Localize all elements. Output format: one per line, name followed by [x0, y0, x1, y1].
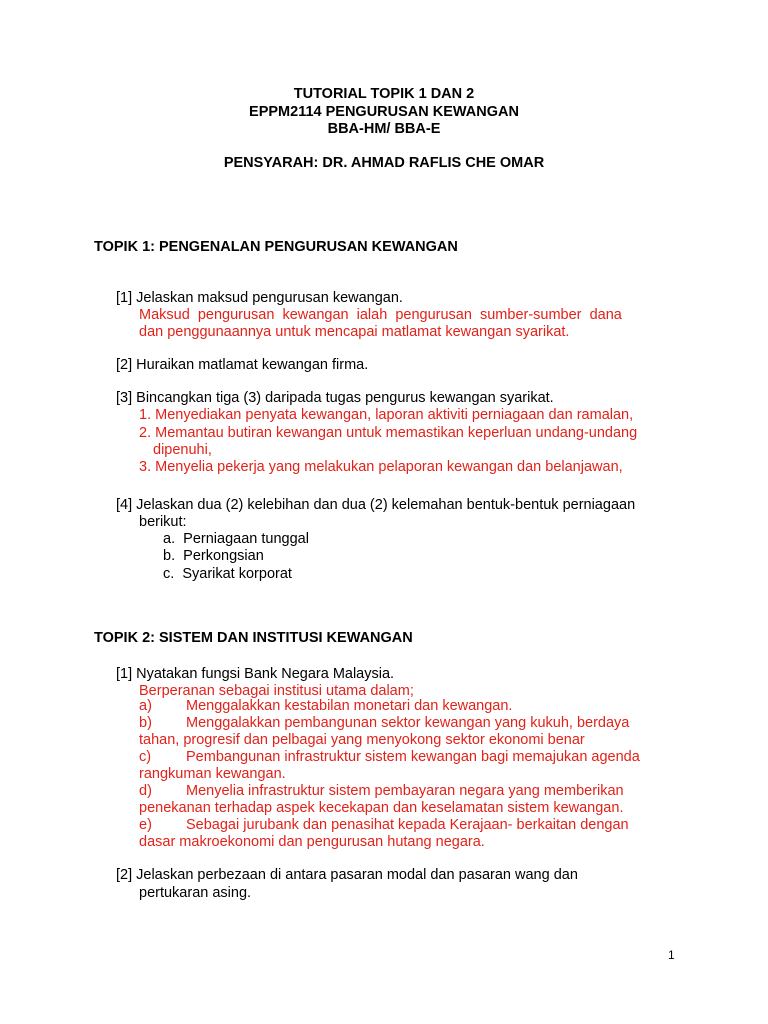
- course-title: EPPM2114 PENGURUSAN KEWANGAN: [249, 104, 519, 120]
- t1-question-4-line1: [4] Jelaskan dua (2) kelebihan dan dua (2) kelemahan bentuk-bentuk perniagaan: [116, 497, 636, 513]
- item-letter: a): [139, 698, 152, 714]
- t2-answer-intro: Berperanan sebagai institusi utama dalam;: [139, 683, 414, 699]
- t1-answer-3-item1: 1. Menyediakan penyata kewangan, laporan aktiviti perniagaan dan ramalan,: [139, 407, 634, 423]
- item-text: Menggalakkan pembangunan sektor kewangan yang kukuh, berdaya: [186, 715, 630, 731]
- t2-item-c-cont: rangkuman kewangan.: [139, 766, 286, 782]
- t1-q4-item-a: a. Perniagaan tunggal: [163, 531, 309, 547]
- t1-answer-3-item2-cont: dipenuhi,: [153, 442, 212, 458]
- t1-answer-1-line1: Maksud pengurusan kewangan ialah pengurusan sumber-sumber dana: [139, 307, 622, 323]
- t2-item-c: [139, 749, 640, 766]
- t2-item-e-cont: dasar makroekonomi dan pengurusan hutang negara.: [139, 834, 485, 850]
- item-text: Pembangunan infrastruktur sistem kewangan bagi memajukan agenda: [186, 749, 640, 765]
- item-text: Menggalakkan kestabilan monetari dan kewangan.: [186, 698, 513, 714]
- t2-question-2-line1: [2] Jelaskan perbezaan di antara pasaran modal dan pasaran wang dan: [116, 867, 578, 883]
- item-letter: b): [139, 715, 152, 731]
- item-text: Menyelia infrastruktur sistem pembayaran negara yang memberikan: [186, 783, 624, 799]
- t2-item-a: [139, 698, 512, 715]
- t2-item-d: [139, 783, 624, 800]
- t1-question-4-line2: berikut:: [139, 514, 187, 530]
- item-letter: d): [139, 783, 152, 799]
- t2-question-2-line2: pertukaran asing.: [139, 885, 252, 901]
- program-title: BBA-HM/ BBA-E: [327, 121, 441, 137]
- lecturer-line: PENSYARAH: DR. AHMAD RAFLIS CHE OMAR: [223, 155, 545, 171]
- t1-question-2: [2] Huraikan matlamat kewangan firma.: [116, 357, 369, 373]
- t1-question-1: [1] Jelaskan maksud pengurusan kewangan.: [116, 290, 403, 306]
- t1-question-3: [3] Bincangkan tiga (3) daripada tugas pengurus kewangan syarikat.: [116, 390, 554, 406]
- topic2-heading: TOPIK 2: SISTEM DAN INSTITUSI KEWANGAN: [94, 630, 413, 646]
- t2-item-b-cont: tahan, progresif dan pelbagai yang menyokong sektor ekonomi benar: [139, 732, 585, 748]
- t1-q4-item-c: c. Syarikat korporat: [163, 566, 292, 582]
- t1-answer-3-item2: 2. Memantau butiran kewangan untuk memastikan keperluan undang-undang: [139, 425, 638, 441]
- t2-item-d-cont: penekanan terhadap aspek kecekapan dan keselamatan sistem kewangan.: [139, 800, 624, 816]
- item-letter: e): [139, 817, 152, 833]
- t2-question-1: [1] Nyatakan fungsi Bank Negara Malaysia.: [116, 666, 395, 682]
- item-letter: c): [139, 749, 152, 765]
- t1-answer-1-line2: dan penggunaannya untuk mencapai matlamat kewangan syarikat.: [139, 324, 570, 340]
- t2-item-e: [139, 817, 629, 834]
- item-text: Sebagai jurubank dan penasihat kepada Kerajaan- berkaitan dengan: [186, 817, 629, 833]
- doc-title: TUTORIAL TOPIK 1 DAN 2: [293, 86, 475, 102]
- page-number: 1: [668, 948, 675, 962]
- t2-item-b: [139, 715, 629, 732]
- t1-answer-3-item3: 3. Menyelia pekerja yang melakukan pelaporan kewangan dan belanjawan,: [139, 459, 623, 475]
- t1-q4-item-b: b. Perkongsian: [163, 548, 264, 564]
- topic1-heading: TOPIK 1: PENGENALAN PENGURUSAN KEWANGAN: [94, 239, 458, 255]
